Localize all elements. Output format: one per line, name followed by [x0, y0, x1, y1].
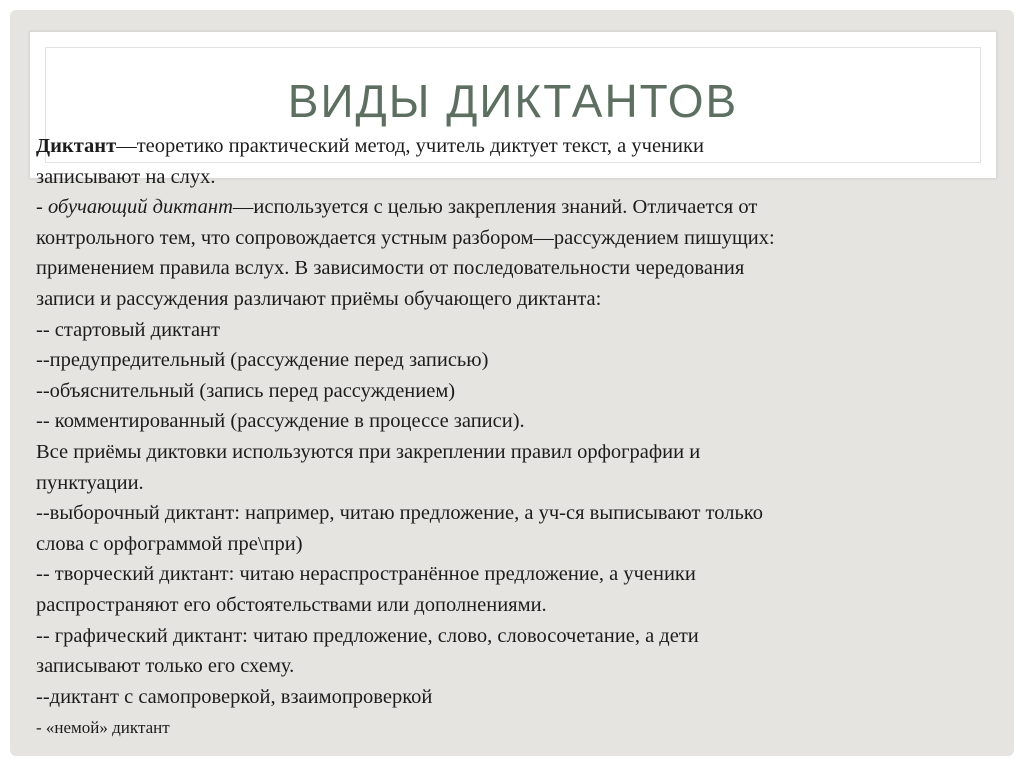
body-line: слова с орфограммой пре\при): [36, 532, 303, 555]
training-line-1: [36, 192, 986, 223]
body-line: Все приёмы диктовки используются при закреплении правил орфографии и: [36, 440, 701, 463]
last-line: - «немой» диктант: [36, 718, 170, 738]
body-line: распространяют его обстоятельствами или дополнениями.: [36, 593, 547, 616]
training-text-1: —используется с целью закрепления знаний. Отличается от: [232, 196, 758, 219]
training-line-3: применением правила вслух. В зависимости от последовательности чередования: [36, 257, 745, 280]
body-line: --предупредительный (рассуждение перед записью): [36, 349, 489, 372]
intro-definition: —теоретико практический метод, учитель диктует текст, а ученики: [116, 135, 704, 157]
intro-line: [36, 131, 986, 162]
body-line: -- творческий диктант: читаю нераспространённое предложение, а ученики: [36, 563, 696, 586]
slide-body: [36, 131, 986, 742]
body-line: --объяснительный (запись перед рассуждением): [36, 379, 456, 402]
slide-title: ВИДЫ ДИКТАНТОВ: [287, 75, 739, 127]
body-line: -- стартовый диктант: [36, 318, 220, 341]
body-line: --выборочный диктант: например, читаю предложение, а уч-ся выписывают только: [36, 502, 763, 525]
training-dash: -: [36, 196, 48, 219]
training-line-2: контрольного тем, что сопровождается устным разбором—рассуждением пишущих:: [36, 226, 775, 249]
body-line: записывают только его схему.: [36, 655, 295, 678]
body-line: -- комментированный (рассуждение в процессе записи).: [36, 410, 525, 433]
training-term: обучающий диктант: [47, 196, 233, 219]
body-line: -- графический диктант: читаю предложение, слово, словосочетание, а дети: [36, 624, 699, 647]
intro-term: Диктант: [36, 135, 117, 157]
body-line: --диктант с самопроверкой, взаимопроверкой: [36, 685, 433, 708]
training-line-4: записи и рассуждения различают приёмы обучающего диктанта:: [36, 287, 602, 310]
intro-line-2: записывают на слух.: [36, 165, 216, 188]
body-line: пунктуации.: [36, 471, 144, 494]
